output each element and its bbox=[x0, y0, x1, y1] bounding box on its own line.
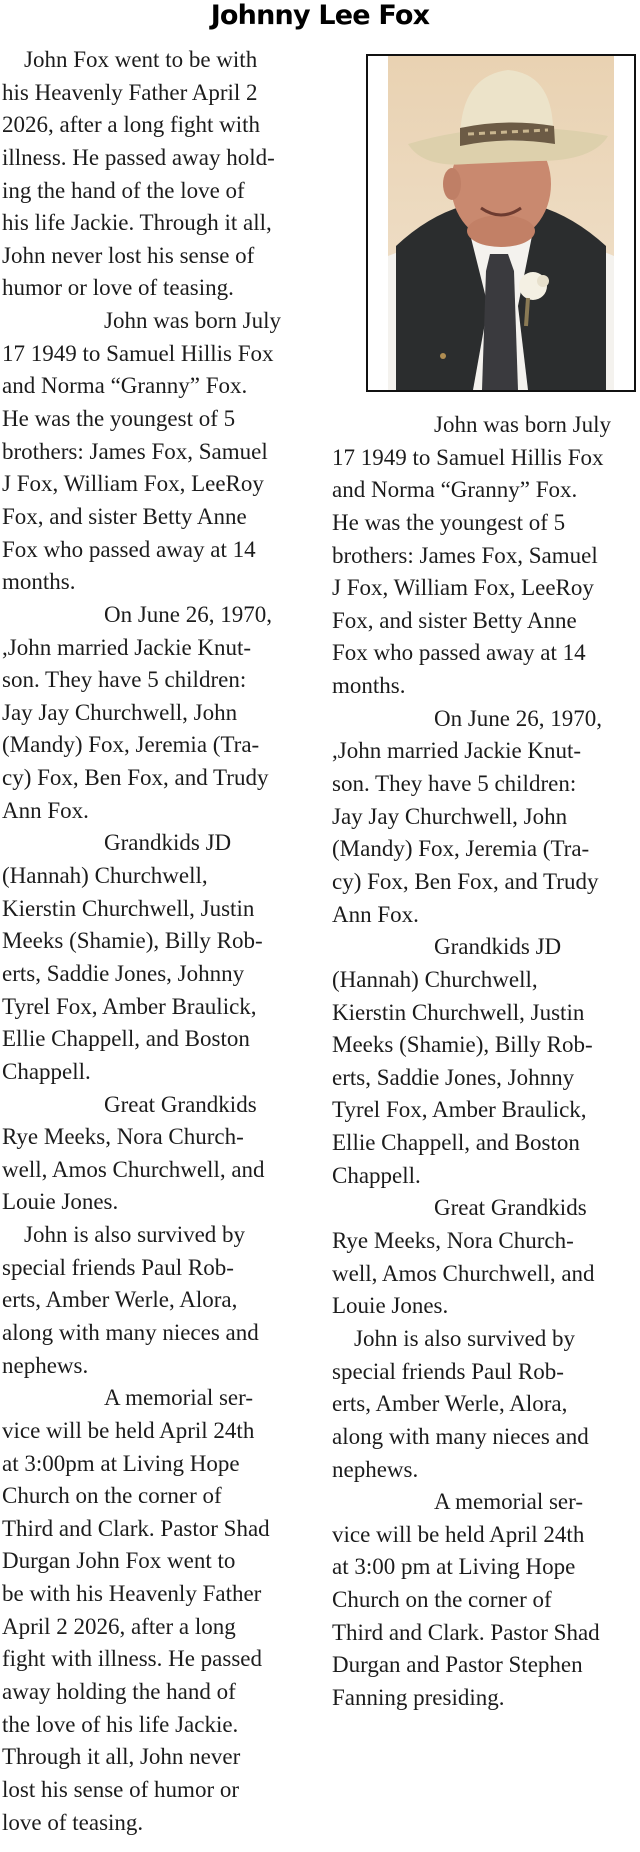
text-line: ,John married Jackie Knut- bbox=[2, 634, 252, 660]
text-line: Louie Jones. bbox=[2, 1189, 119, 1215]
text-line: John was born July bbox=[104, 308, 281, 334]
text-line: erts, Amber Werle, Alora, bbox=[332, 1391, 568, 1417]
text-line: John is also survived by bbox=[354, 1325, 576, 1351]
text-line: well, Amos Churchwell, and bbox=[332, 1260, 595, 1286]
text-line: at 3:00pm at Living Hope bbox=[2, 1450, 240, 1476]
portrait-image bbox=[368, 56, 634, 390]
text-line: (Hannah) Churchwell, bbox=[2, 863, 208, 889]
text-line: Grandkids JD bbox=[434, 934, 562, 960]
text-line: Durgan John Fox went to bbox=[2, 1548, 236, 1574]
text-line: at 3:00 pm at Living Hope bbox=[332, 1554, 576, 1580]
text-line: Fox who passed away at 14 bbox=[332, 640, 586, 666]
text-line: A memorial ser- bbox=[434, 1489, 583, 1515]
text-line: months. bbox=[332, 673, 406, 699]
text-line: his Heavenly Father April 2 bbox=[2, 79, 258, 105]
text-line: Tyrel Fox, Amber Braulick, bbox=[2, 993, 257, 1019]
text-line: Louie Jones. bbox=[332, 1293, 449, 1319]
portrait-photo bbox=[366, 54, 636, 392]
text-line: 2026, after a long fight with bbox=[2, 112, 261, 138]
text-line: Third and Clark. Pastor Shad bbox=[2, 1515, 270, 1541]
text-line: nephews. bbox=[332, 1456, 419, 1482]
text-line: Ellie Chappell, and Boston bbox=[332, 1130, 580, 1156]
text-line: Ann Fox. bbox=[332, 901, 419, 927]
text-line: J Fox, William Fox, LeeRoy bbox=[332, 575, 594, 601]
text-line: John Fox went to be with bbox=[24, 47, 258, 72]
right-text-column bbox=[332, 409, 638, 1715]
text-line: fight with illness. He passed bbox=[2, 1646, 262, 1672]
text-line: A memorial ser- bbox=[104, 1385, 253, 1411]
text-line: He was the youngest of 5 bbox=[332, 509, 566, 535]
text-line: vice will be held April 24th bbox=[2, 1417, 255, 1443]
text-line: Jay Jay Churchwell, John bbox=[332, 803, 568, 829]
text-line: John is also survived by bbox=[24, 1222, 246, 1248]
text-line: and Norma “Granny” Fox. bbox=[332, 477, 578, 503]
text-line: nephews. bbox=[2, 1352, 89, 1378]
text-line: the love of his life Jackie. bbox=[2, 1711, 239, 1737]
text-line: be with his Heavenly Father bbox=[2, 1581, 262, 1607]
text-line: Rye Meeks, Nora Church- bbox=[332, 1228, 574, 1254]
text-line: son. They have 5 children: bbox=[332, 771, 577, 797]
text-line: erts, Amber Werle, Alora, bbox=[2, 1287, 238, 1313]
text-line: ,John married Jackie Knut- bbox=[332, 738, 582, 764]
text-line: Rye Meeks, Nora Church- bbox=[2, 1124, 244, 1150]
text-line: brothers: James Fox, Samuel bbox=[2, 438, 268, 464]
text-line: ing the hand of the love of bbox=[2, 177, 245, 203]
text-line: Fox who passed away at 14 bbox=[2, 536, 256, 562]
text-line: John was born July bbox=[434, 412, 611, 437]
text-line: Grandkids JD bbox=[104, 830, 232, 856]
text-line: 17 1949 to Samuel Hillis Fox bbox=[332, 444, 604, 470]
text-line: special friends Paul Rob- bbox=[332, 1358, 564, 1384]
text-line: On June 26, 1970, bbox=[434, 705, 603, 731]
text-line: Meeks (Shamie), Billy Rob- bbox=[332, 1032, 593, 1058]
text-line: April 2 2026, after a long bbox=[2, 1613, 236, 1639]
text-line: Chappell. bbox=[2, 1058, 91, 1084]
text-line: away holding the hand of bbox=[2, 1679, 236, 1705]
text-line: Through it all, John never bbox=[2, 1744, 241, 1770]
text-line: brothers: James Fox, Samuel bbox=[332, 542, 598, 568]
text-line: erts, Saddie Jones, Johnny bbox=[332, 1064, 575, 1090]
text-line: Kierstin Churchwell, Justin bbox=[332, 999, 585, 1025]
obituary-title: Johnny Lee Fox bbox=[210, 0, 430, 31]
text-line: Ann Fox. bbox=[2, 797, 89, 823]
text-line: Great Grandkids bbox=[104, 1091, 257, 1117]
text-line: Chappell. bbox=[332, 1162, 421, 1188]
text-line: (Mandy) Fox, Jeremia (Tra- bbox=[332, 836, 590, 862]
text-line: On June 26, 1970, bbox=[104, 601, 273, 627]
text-line: Fanning presiding. bbox=[332, 1684, 505, 1710]
text-line: Fox, and sister Betty Anne bbox=[332, 607, 577, 633]
text-line: and Norma “Granny” Fox. bbox=[2, 373, 248, 399]
text-line: his life Jackie. Through it all, bbox=[2, 210, 272, 236]
text-line: vice will be held April 24th bbox=[332, 1521, 585, 1547]
text-line: 17 1949 to Samuel Hillis Fox bbox=[2, 340, 274, 366]
text-line: Tyrel Fox, Amber Braulick, bbox=[332, 1097, 587, 1123]
text-line: love of teasing. bbox=[2, 1809, 144, 1835]
text-line: cy) Fox, Ben Fox, and Trudy bbox=[2, 765, 269, 791]
left-text-column bbox=[2, 44, 322, 1839]
text-line: Kierstin Churchwell, Justin bbox=[2, 895, 255, 921]
text-line: humor or love of teasing. bbox=[2, 275, 234, 301]
text-line: (Mandy) Fox, Jeremia (Tra- bbox=[2, 732, 260, 758]
text-line: Fox, and sister Betty Anne bbox=[2, 503, 247, 529]
text-line: He was the youngest of 5 bbox=[2, 406, 236, 432]
text-line: Church on the corner of bbox=[332, 1587, 552, 1613]
text-line: Ellie Chappell, and Boston bbox=[2, 1026, 250, 1052]
text-line: son. They have 5 children: bbox=[2, 667, 247, 693]
text-line: special friends Paul Rob- bbox=[2, 1254, 234, 1280]
text-line: cy) Fox, Ben Fox, and Trudy bbox=[332, 868, 599, 894]
text-line: Third and Clark. Pastor Shad bbox=[332, 1619, 600, 1645]
text-line: Meeks (Shamie), Billy Rob- bbox=[2, 928, 263, 954]
text-line: J Fox, William Fox, LeeRoy bbox=[2, 471, 264, 497]
text-line: along with many nieces and bbox=[2, 1319, 259, 1345]
text-line: lost his sense of humor or bbox=[2, 1776, 240, 1802]
text-line: John never lost his sense of bbox=[2, 242, 255, 268]
text-line: Durgan and Pastor Stephen bbox=[332, 1652, 583, 1678]
text-line: erts, Saddie Jones, Johnny bbox=[2, 960, 245, 986]
text-line: Jay Jay Churchwell, John bbox=[2, 699, 238, 725]
text-line: Great Grandkids bbox=[434, 1195, 587, 1221]
text-line: along with many nieces and bbox=[332, 1423, 589, 1449]
text-line: Church on the corner of bbox=[2, 1483, 222, 1509]
text-line: (Hannah) Churchwell, bbox=[332, 966, 538, 992]
text-line: illness. He passed away hold- bbox=[2, 144, 275, 170]
text-line: well, Amos Churchwell, and bbox=[2, 1156, 265, 1182]
text-line: months. bbox=[2, 569, 76, 595]
